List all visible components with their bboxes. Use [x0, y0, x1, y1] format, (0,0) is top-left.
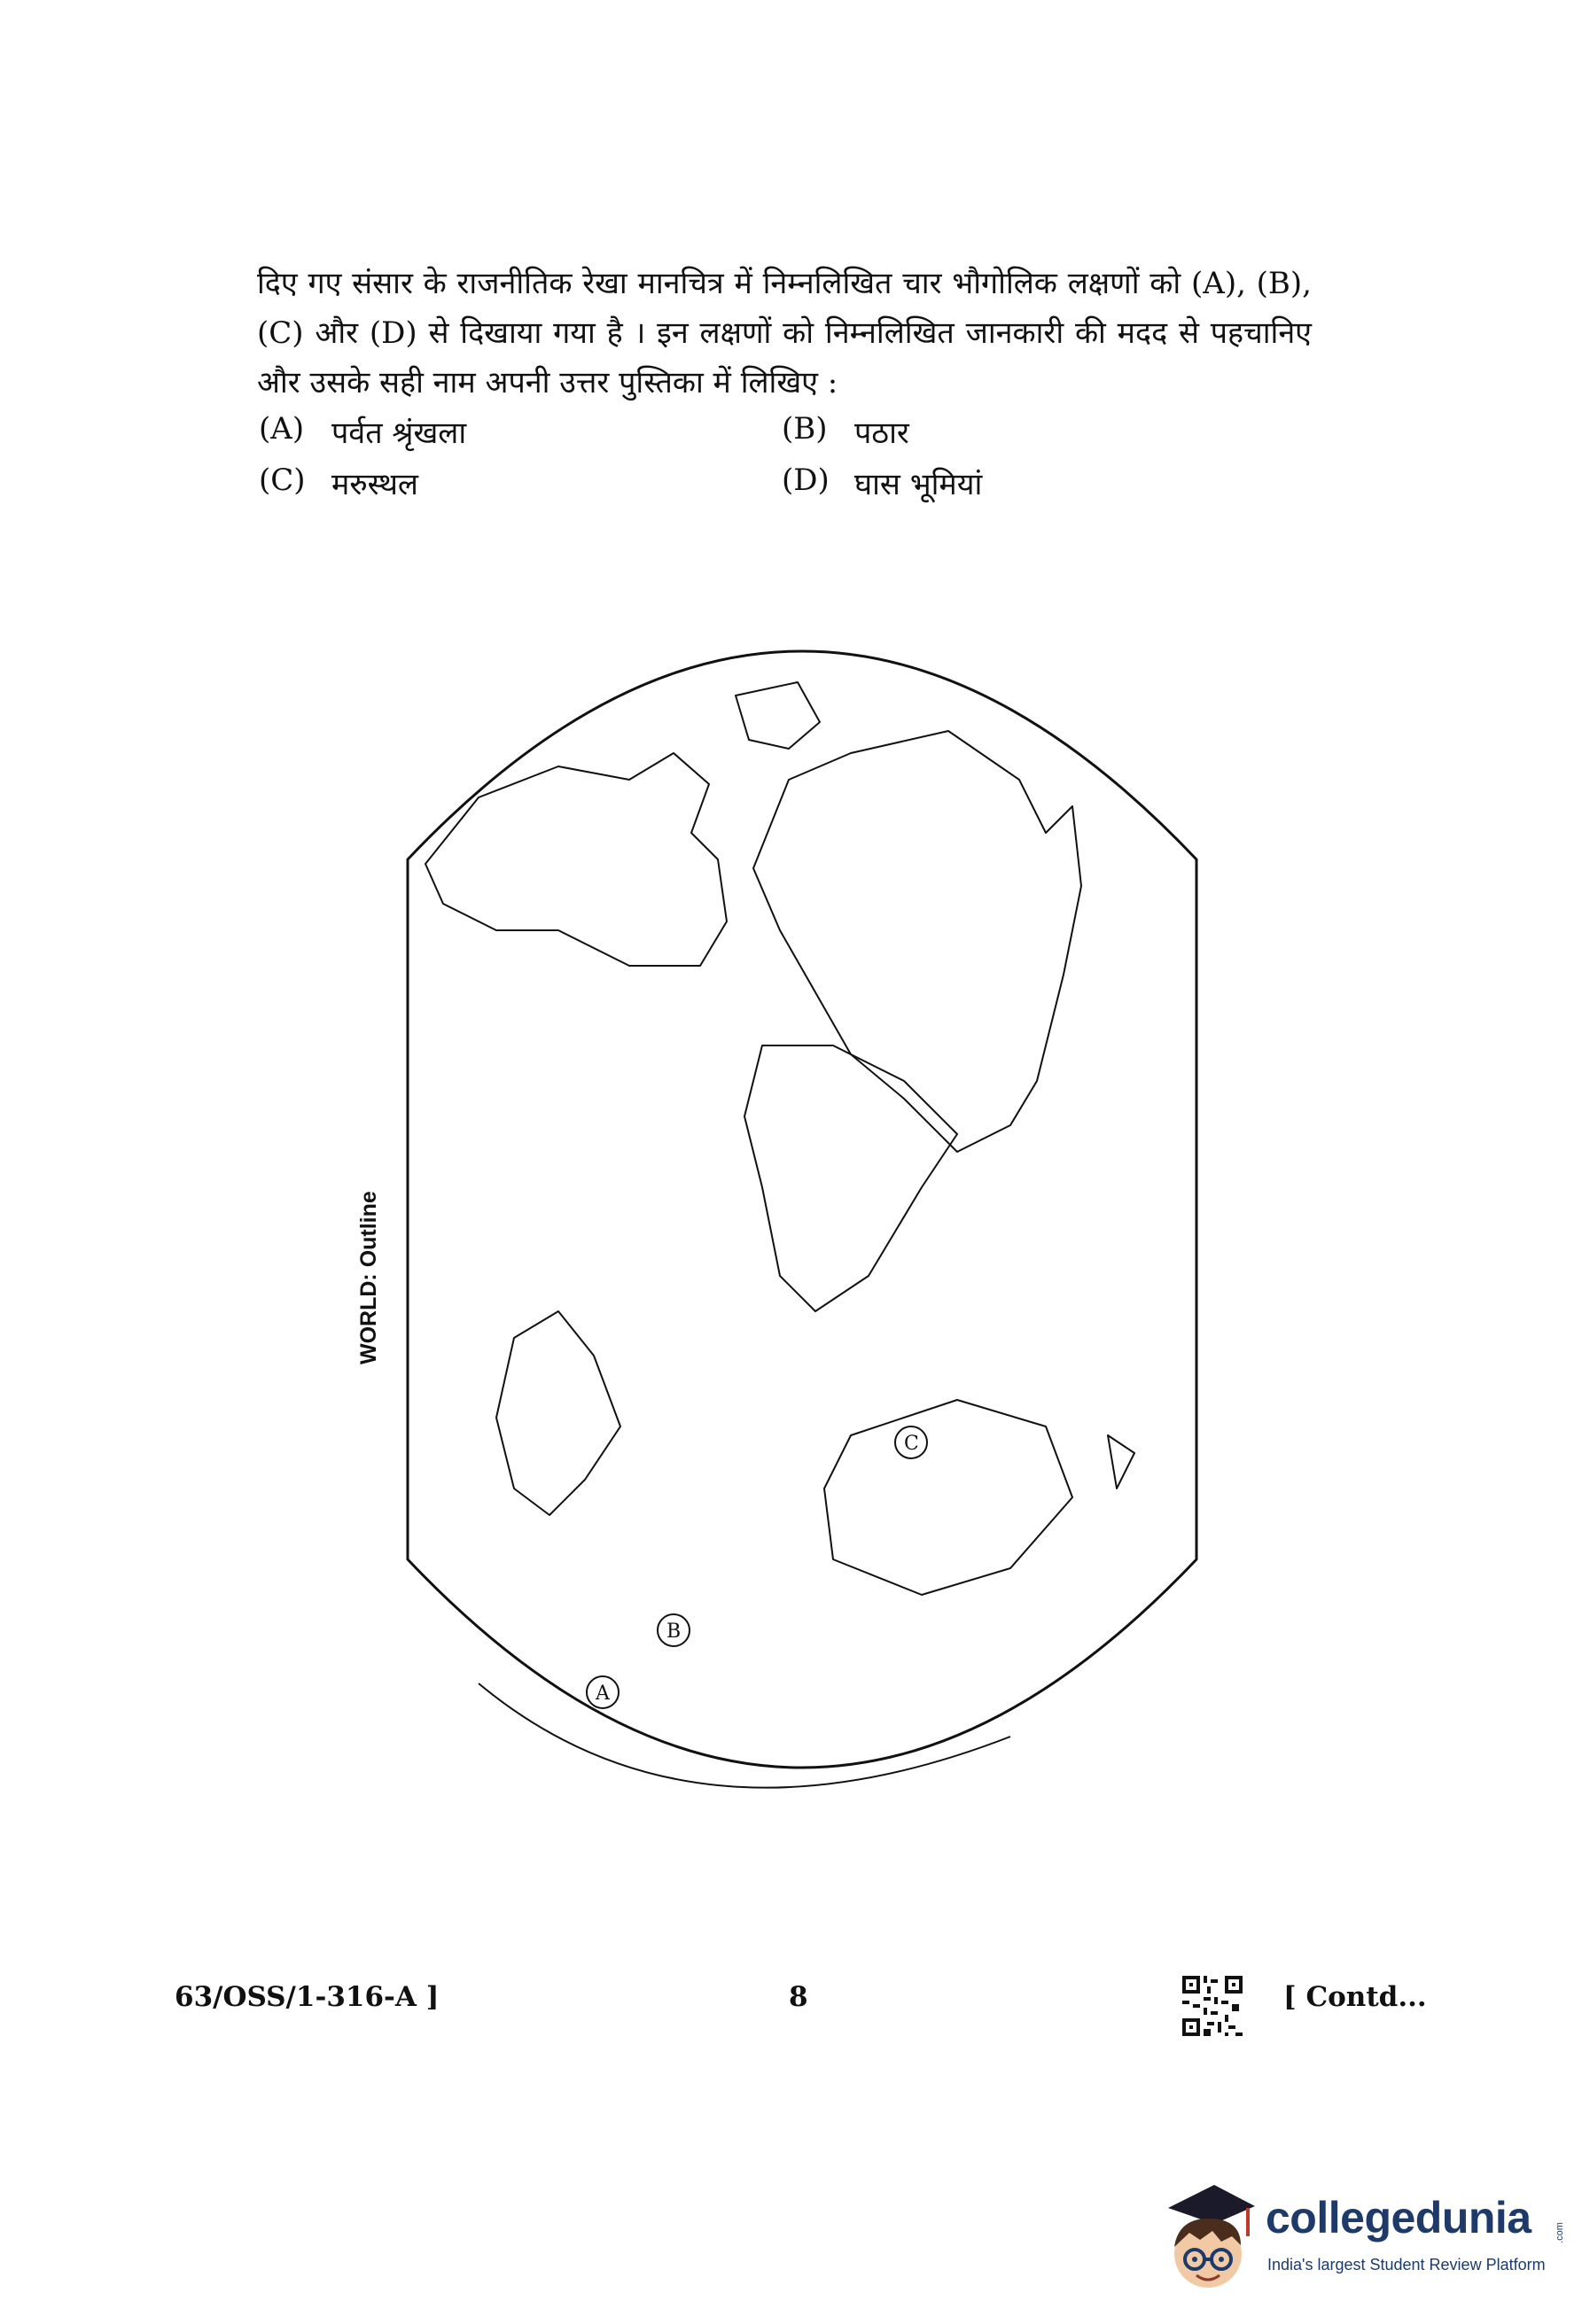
map-marks — [587, 1426, 927, 1708]
option-c-label: मरुस्थल — [331, 467, 418, 502]
student-mascot-logo — [1159, 2172, 1257, 2314]
option-b — [782, 411, 1305, 452]
landmass-greenland — [736, 682, 820, 749]
continents — [425, 682, 1134, 1788]
option-d-label: घास भूमियां — [854, 467, 983, 502]
antarctica-edge — [479, 1683, 1010, 1788]
mark-a-label: A — [596, 1683, 610, 1705]
option-a — [259, 411, 782, 452]
page-footer — [0, 1976, 1582, 2038]
map-svg — [337, 514, 1267, 1905]
option-a-letter: (A) — [259, 411, 305, 447]
options-row-1 — [259, 406, 1313, 457]
map-title: WORLD: Outline — [356, 1191, 381, 1364]
page-number: 8 — [789, 1981, 808, 2013]
continent-europe-asia — [753, 731, 1081, 1152]
qr-code-icon — [1182, 1976, 1243, 2036]
landmass-new-zealand — [1108, 1435, 1134, 1488]
world-outline-map — [337, 514, 1267, 1905]
paper-code: 63/OSS/1-316-A ] — [175, 1981, 440, 2013]
option-c-letter: (C) — [259, 462, 306, 498]
continent-australia — [824, 1400, 1072, 1595]
map-border — [408, 651, 1196, 1768]
option-c — [259, 462, 782, 503]
continent-south-america — [496, 1311, 620, 1515]
contd-marker: [ Contd... — [1283, 1981, 1427, 2013]
brand-suffix: .com — [1554, 2222, 1565, 2243]
options-grid — [259, 406, 1313, 509]
continent-north-america — [425, 753, 727, 966]
option-d-letter: (D) — [782, 462, 830, 498]
brand-tagline: India's largest Student Review Platform — [1267, 2256, 1546, 2273]
option-b-label: पठार — [854, 416, 909, 451]
brand-name: collegedunia — [1266, 2193, 1531, 2242]
option-a-label: पर्वत श्रृंखला — [331, 416, 467, 451]
mark-b-label: B — [666, 1621, 682, 1643]
question-text: दिए गए संसार के राजनीतिक रेखा मानचित्र में निम्नलिखित चार भौगोलिक लक्षणों को (A), (B), (C) और (D) से दिखाया गया है । इन लक्षणों को निम्नलिखित जानकारी की मदद से पहचानिए और उसके सही नाम अपनी उत्तर पुस्तिका में लिखिए : — [257, 266, 1312, 400]
option-b-letter: (B) — [782, 411, 828, 447]
collegedunia-watermark — [1159, 2172, 1567, 2314]
mark-c-label: C — [904, 1433, 919, 1455]
options-row-2 — [259, 457, 1313, 509]
option-d — [782, 462, 1305, 503]
continent-africa — [744, 1045, 957, 1311]
